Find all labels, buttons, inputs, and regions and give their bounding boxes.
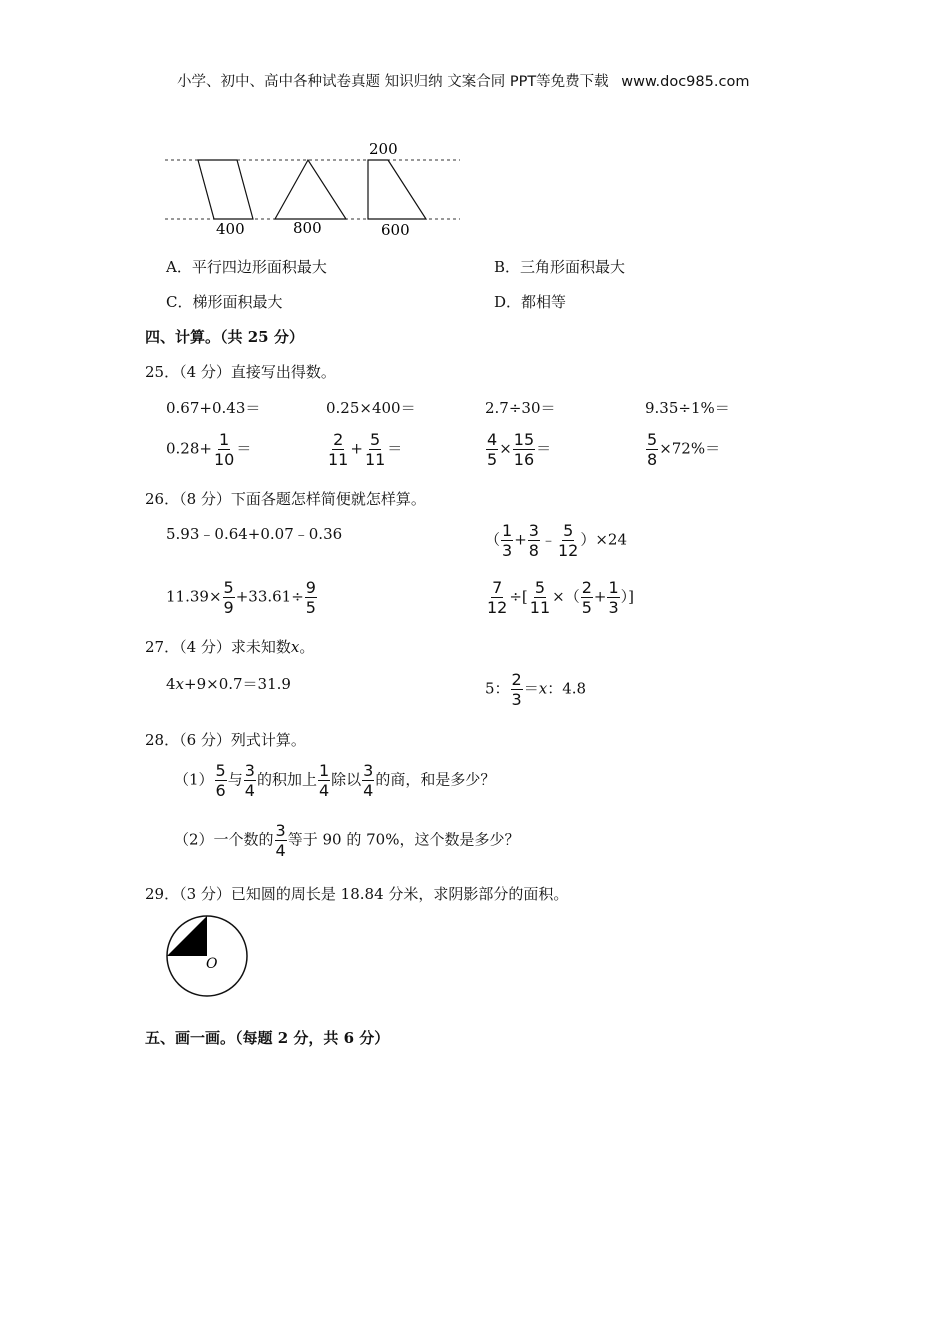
- parallelogram-shape: [198, 160, 253, 219]
- header-site: www.doc985.com: [621, 74, 750, 90]
- q25-expr-6: $\frac{2}{11}$ + $\frac{5}{11}$ ＝: [328, 430, 403, 469]
- q25-expr-7: $\frac{4}{5}$ × $\frac{15}{16}$ ＝: [487, 430, 552, 469]
- label-800: 800: [293, 219, 322, 237]
- q25-expr-1: 0.67+0.43＝: [166, 399, 261, 417]
- q27-title: 27．（4 分）求未知数x。: [145, 638, 315, 656]
- q28-title: 28．（6 分）列式计算。: [145, 731, 306, 749]
- center-label-o: O: [206, 956, 218, 972]
- option-d: D．都相等: [494, 293, 567, 311]
- circle-figure: [160, 912, 255, 1004]
- q26-title: 26．（8 分）下面各题怎样简便就怎样算。: [145, 490, 426, 508]
- q25-expr-4: 9.35÷1%＝: [645, 399, 730, 417]
- option-a: A．平行四边形面积最大: [166, 258, 327, 276]
- q25-expr-5: 0.28+ $\frac{1}{10}$ ＝: [166, 430, 252, 469]
- q28-part-1: （1） $\frac{5}{6}$ 与 $\frac{3}{4}$ 的积加上 $\frac{1}{4}$ 除以 $\frac{3}{4}$ 的商，和是多少？: [174, 761, 496, 800]
- q25-title: 25．（4 分）直接写出得数。: [145, 363, 336, 381]
- section-5-title: 五、画一画。（每题 2 分，共 6 分）: [145, 1029, 390, 1047]
- q25-expr-3: 2.7÷30＝: [485, 399, 556, 417]
- option-c: C．梯形面积最大: [166, 293, 283, 311]
- shapes-figure: [160, 138, 465, 238]
- q26-expr-2: （ $\frac{1}{3}$ + $\frac{3}{8}$ ﹣ $\frac{5}{12}$ ）×24: [485, 521, 627, 560]
- q29-title: 29．（3 分）已知圆的周长是 18.84 分米，求阴影部分的面积。: [145, 885, 569, 903]
- q25-expr-2: 0.25×400＝: [326, 399, 416, 417]
- option-b: B．三角形面积最大: [494, 258, 626, 276]
- q27-equation-2: 5： $\frac{2}{3}$ ＝x：4.8: [485, 670, 587, 709]
- q26-expr-1: 5.93﹣0.64+0.07﹣0.36: [166, 525, 343, 543]
- header-text: 小学、初中、高中各种试卷真题 知识归纳 文案合同 PPT等免费下载: [177, 74, 609, 90]
- label-400: 400: [216, 220, 245, 238]
- q25-expr-8: $\frac{5}{8}$ ×72%＝: [647, 430, 721, 469]
- section-4-title: 四、计算。（共 25 分）: [145, 328, 304, 346]
- triangle-shape: [275, 160, 346, 219]
- q26-expr-4: $\frac{7}{12}$ ÷[ $\frac{5}{11}$ ×（ $\frac{2}{5}$ + $\frac{1}{3}$ ）]: [487, 578, 635, 617]
- label-600: 600: [381, 221, 410, 238]
- q28-part-2: （2）一个数的 $\frac{3}{4}$ 等于 90 的 70%，这个数是多少？: [174, 821, 520, 860]
- label-200: 200: [369, 140, 398, 158]
- q26-expr-3: 11.39× $\frac{5}{9}$ +33.61÷ $\frac{9}{5}$: [166, 578, 316, 617]
- trapezoid-shape: [368, 160, 426, 219]
- page-header: [177, 70, 749, 91]
- q27-equation-1: 4x+9×0.7＝31.9: [166, 675, 291, 693]
